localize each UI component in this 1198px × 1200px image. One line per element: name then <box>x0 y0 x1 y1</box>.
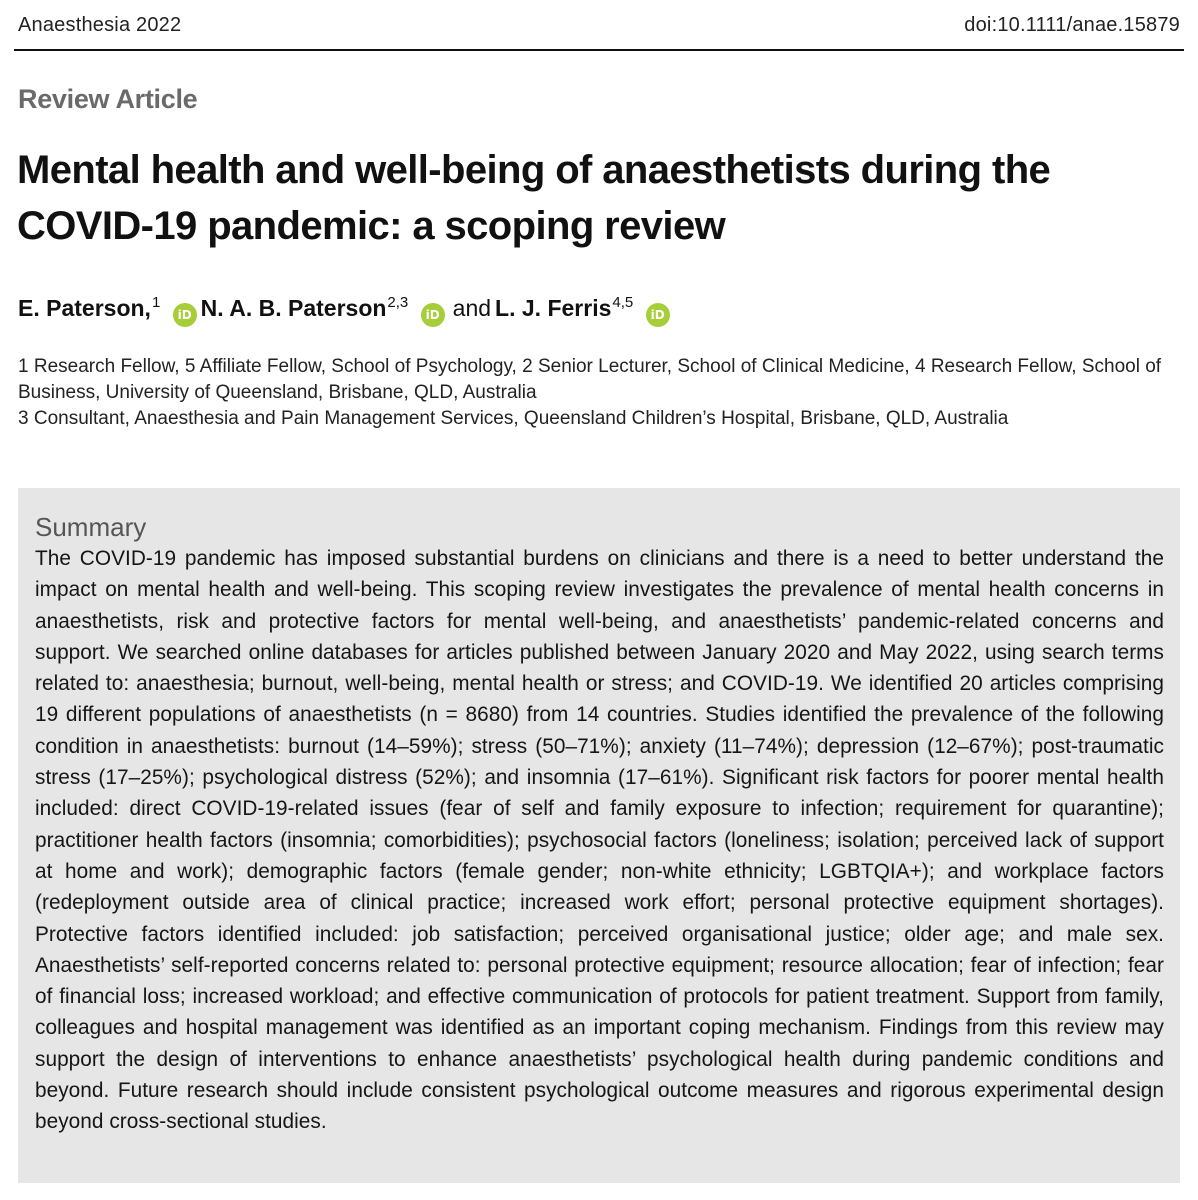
affiliation-line: 3 Consultant, Anaesthesia and Pain Management Services, Queensland Children’s Hospital, Brisbane, QLD, Australia <box>18 408 1009 429</box>
affiliation-line: 1 Research Fellow, 5 Affiliate Fellow, School of Psychology, 2 Senior Lecturer, School of Clinical Medicine, 4 Research Fellow, School of Business, University of Queensland, Brisbane, QLD, Australia <box>18 356 1162 403</box>
summary-box <box>18 488 1180 1183</box>
orcid-icon[interactable]: iD <box>646 303 670 327</box>
summary-heading: Summary <box>35 512 147 542</box>
author-list <box>18 294 674 327</box>
affiliations <box>18 354 1180 432</box>
author-conjunction: and <box>452 295 492 321</box>
author-affiliation-ref: 4,5 <box>612 294 634 311</box>
journal-header <box>0 0 1198 50</box>
author-name[interactable]: E. Paterson, <box>18 295 151 321</box>
doi-link[interactable]: doi:10.1111/anae.15879 <box>964 14 1180 36</box>
journal-name: Anaesthesia 2022 <box>18 14 182 36</box>
author-name[interactable]: N. A. B. Paterson <box>200 295 387 321</box>
author-affiliation-ref: 1 <box>151 294 161 311</box>
article-type-label: Review Article <box>18 84 198 114</box>
orcid-icon[interactable]: iD <box>173 303 197 327</box>
article-title: Mental health and well-being of anaesthetists during the COVID-19 pandemic: a scoping review <box>17 148 1051 248</box>
author-name[interactable]: L. J. Ferris <box>495 295 612 321</box>
header-divider <box>14 49 1184 51</box>
orcid-icon[interactable]: iD <box>421 303 445 327</box>
summary-text: The COVID-19 pandemic has imposed substantial burdens on clinicians and there is a need to better understand the impact on mental health and well-being. This scoping review investigates the prevalence of mental health concerns in anaesthetists, risk and protective factors for mental well-being, and anaesthetists’ pandemic-related concerns and support. We searched online databases for articles published between January 2020 and May 2022, using search terms related to: anaesthesia; burnout, well-being, mental health or stress; and COVID-19. We identified 20 articles comprising 19 different populations of anaesthetists (n = 8680) from 14 countries. Studies identified the prevalence of the following condition in anaesthetists: burnout (14–59%); stress (50–71%); anxiety (11–74%); depression (12–67%); post-traumatic stress (17–25%); psychological distress (52%); and insomnia (17–61%). Significant risk factors for poorer mental health included: direct COVID-19-related issues (fear of self and family exposure to infection; requirement for quarantine); practitioner health factors (insomnia; comorbidities); psychosocial factors (loneliness; isolation; perceived lack of support at home and work); demographic factors (female gender; non-white ethnicity; LGBTQIA+); and workplace factors (redeployment outside area of clinical practice; increased work effort; personal protective equipment shortages). Protective factors identified included: job satisfaction; perceived organisational justice; older age; and male sex. Anaesthetists’ self-reported concerns related to: personal protective equipment; resource allocation; fear of infection; fear of financial loss; increased workload; and effective communication of protocols for patient treatment. Support from family, colleagues and hospital management was identified as an important coping mechanism. Findings from this review may support the design of interventions to enhance anaesthetists’ psychological health during pandemic conditions and beyond. Future research should include consistent psychological outcome measures and rigorous experimental design beyond cross-sectional studies. <box>35 547 1164 1134</box>
author-affiliation-ref: 2,3 <box>387 294 409 311</box>
